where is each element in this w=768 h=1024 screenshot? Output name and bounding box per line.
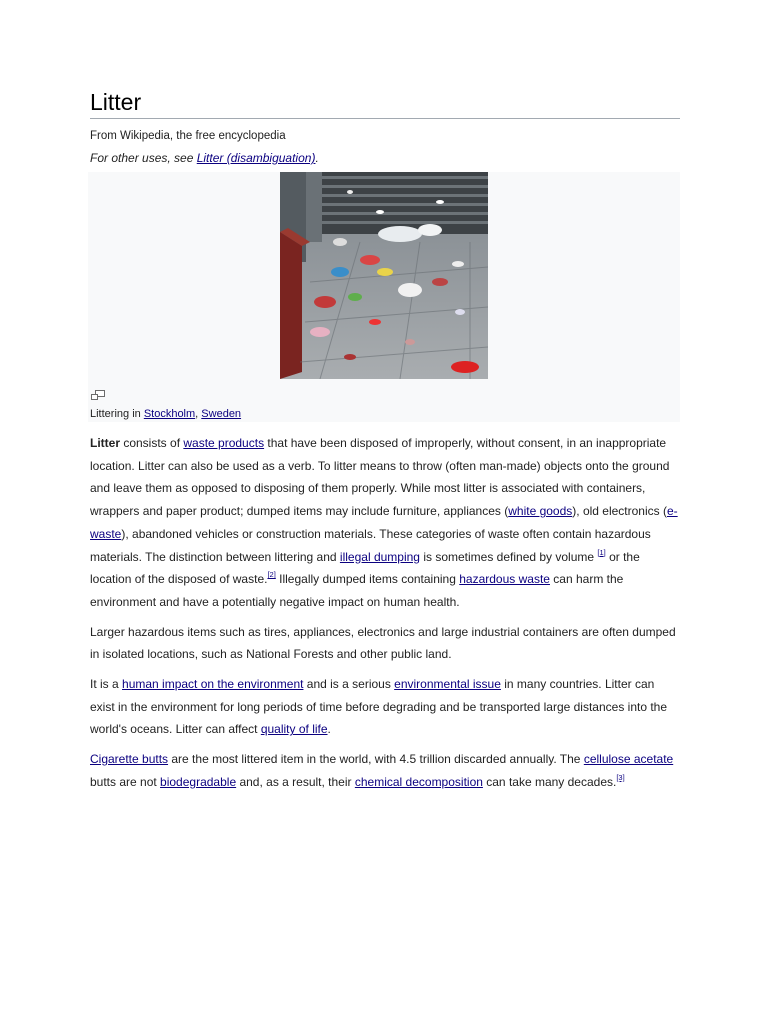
text-run: butts are not [90,774,161,789]
human-impact-link[interactable]: human impact on the environment [122,677,304,692]
text-run: that have been disposed of improperly, without consent, in an inappropriate location. Litter can also be used as a verb. To litter means to throw (often man-made) objects onto the ground and leave them as opposed to disposing of them properly. While most litter is associated with containers, wrappers and paper product; dumped items may include furniture, appliances ( [90,436,670,519]
e-waste-link[interactable]: e-waste [90,504,678,541]
text-run: in many countries. Litter can exist in the environment for long periods of time before degrading and be transported large distances into the world's oceans. Litter can affect [90,677,668,737]
paragraph-hazardous-items: Larger hazardous items such as tires, appliances, electronics and large industrial containers are often dumped in isolated locations, such as National Forests and other public land. [90,624,676,662]
disambiguation-link[interactable]: Litter (disambiguation) [196,151,316,165]
chemical-decomposition-link[interactable]: chemical decomposition [354,774,483,789]
quality-of-life-link[interactable]: quality of life [260,722,328,737]
infobox-figure [88,172,680,422]
text-run: is sometimes defined by volume [419,549,598,564]
text-run: consists of [120,436,184,450]
reference-2-link[interactable]: [2] [267,570,276,580]
cellulose-acetate-link[interactable]: cellulose acetate [583,752,674,767]
litter-photo[interactable] [280,172,488,379]
magnify-icon[interactable] [91,388,105,399]
paragraph-cigarette-butts [90,748,680,793]
text-run: . [327,722,331,737]
text-run: ), abandoned vehicles or construction materials. These categories of waste often contain hazardous materials. The distinction between littering and [90,526,651,564]
caption-prefix: Littering in [90,408,144,420]
text-run: can take many decades. [482,774,617,789]
white-goods-link[interactable]: white goods [508,504,573,519]
hatnote-prefix: For other uses, see [90,151,197,165]
text-run: Illegally dumped items containing [275,572,460,587]
lead-term: Litter [90,436,120,450]
hazardous-waste-link[interactable]: hazardous waste [459,572,550,587]
text-run: ), old electronics ( [572,504,667,519]
page-title: Litter [90,88,680,119]
caption-separator: , [195,408,202,420]
environmental-issue-link[interactable]: environmental issue [394,677,501,692]
paragraph-environment [90,673,680,741]
stockholm-link[interactable]: Stockholm [143,408,196,420]
text-run: and is a serious [303,677,395,692]
reference-3-link[interactable]: [3] [616,772,625,782]
text-run: and, as a result, their [236,774,355,789]
reference-1-link[interactable]: [1] [597,547,606,557]
text-run: or the location of the disposed of waste. [90,549,640,587]
figure-caption [90,408,241,421]
hatnote [90,151,680,166]
sweden-link[interactable]: Sweden [201,408,242,420]
illegal-dumping-link[interactable]: illegal dumping [339,549,420,564]
waste-products-link[interactable]: waste products [183,436,265,450]
text-run: can harm the environment and have a potentially negative impact on human health. [90,572,624,609]
cigarette-butts-link[interactable]: Cigarette butts [90,752,169,767]
hatnote-suffix: . [315,151,319,165]
article-content [90,88,680,801]
text-run: are the most littered item in the world, with 4.5 trillion discarded annually. The [168,752,584,767]
site-tagline: From Wikipedia, the free encyclopedia [90,130,286,142]
biodegradable-link[interactable]: biodegradable [160,774,237,789]
text-run: It is a [90,677,123,692]
paragraph-intro [90,432,680,614]
